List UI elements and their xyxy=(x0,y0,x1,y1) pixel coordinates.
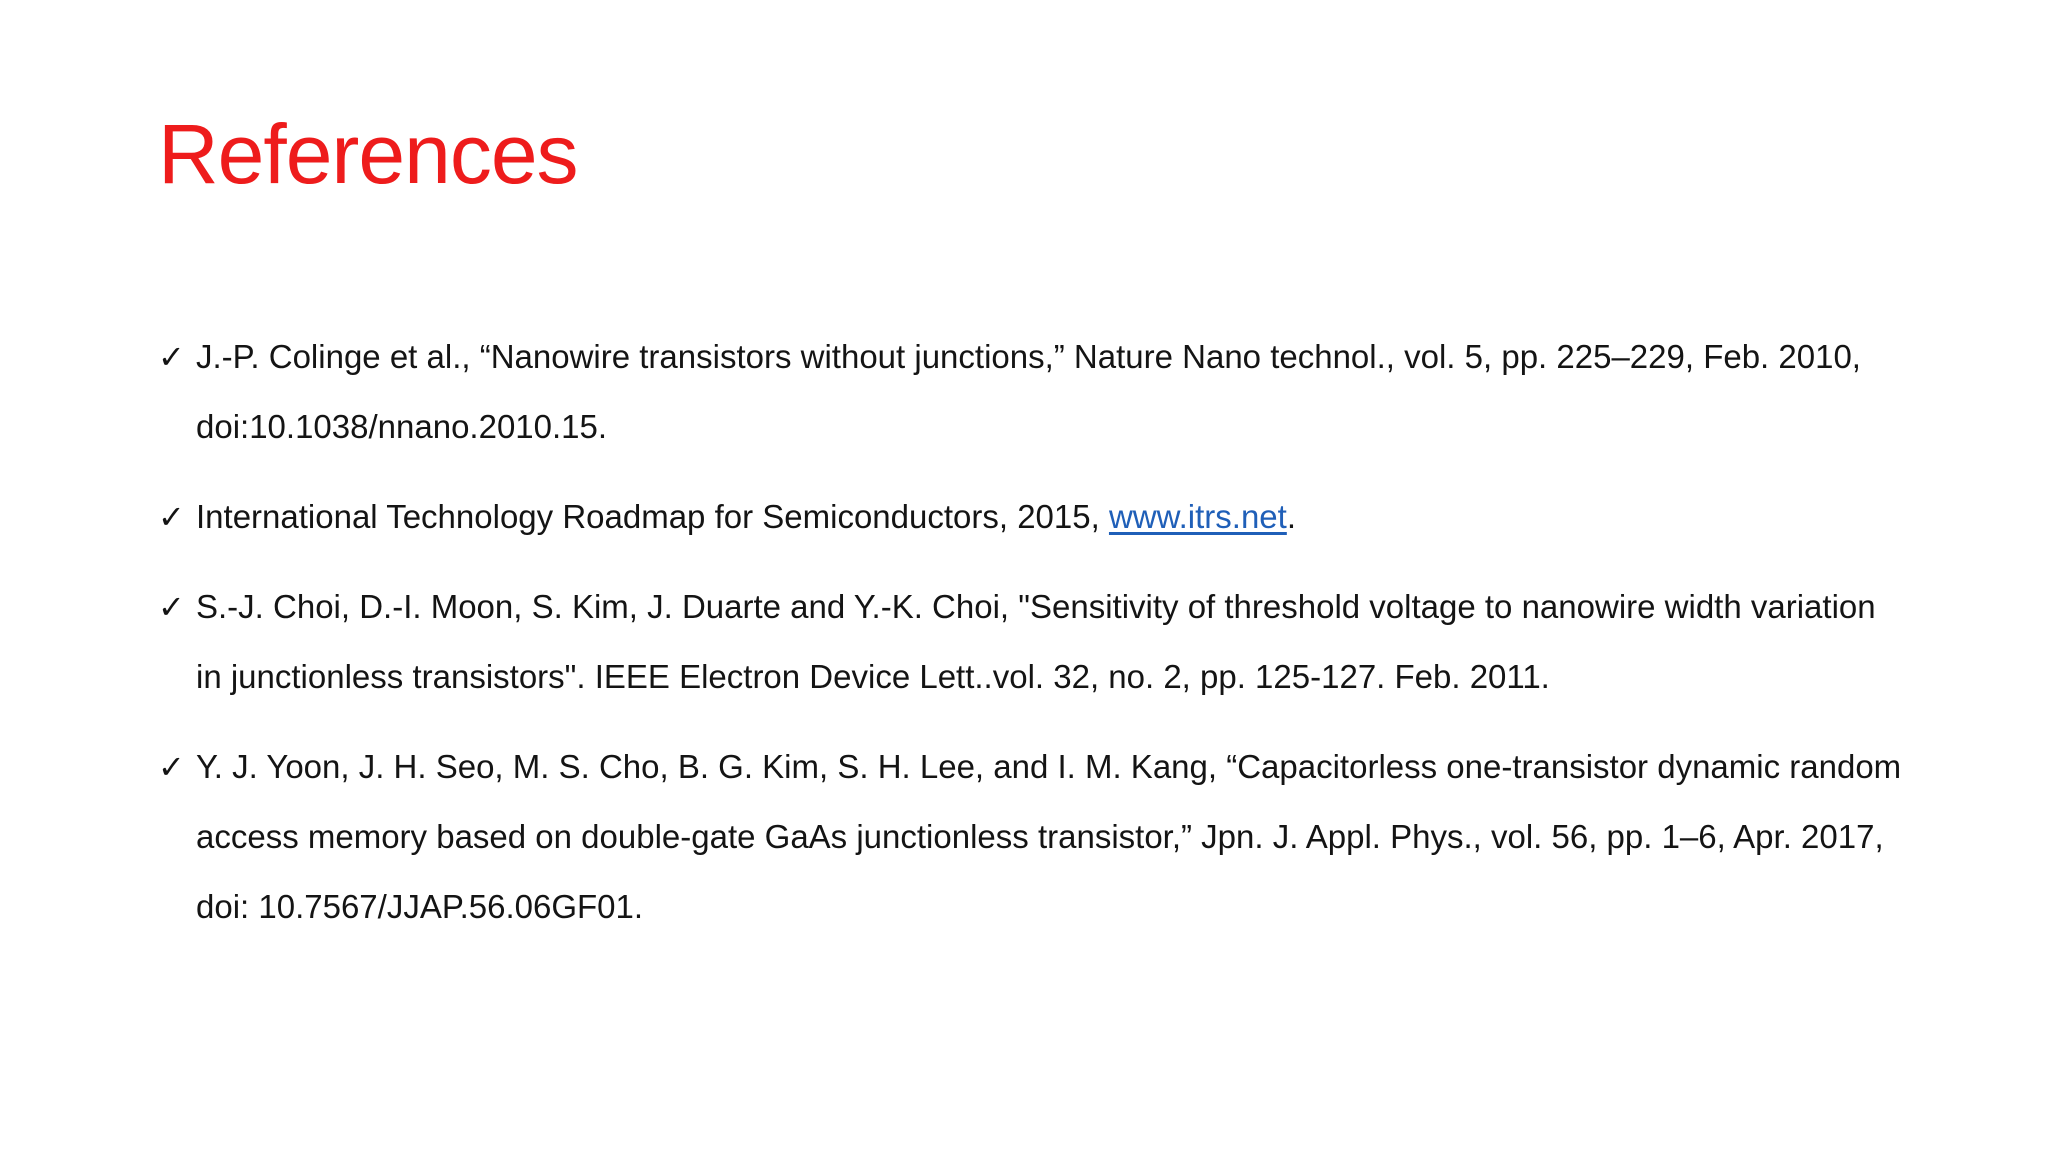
reference-text-suffix: . xyxy=(1286,498,1296,535)
reference-text: J.-P. Colinge et al., “Nanowire transistors without junctions,” Nature Nano technol., vol. 5, pp. 225–229, Feb. 2010, doi:10.1038/nnano.2010.15. xyxy=(196,338,1861,445)
reference-item-1 xyxy=(158,322,1908,462)
reference-text: S.-J. Choi, D.-I. Moon, S. Kim, J. Duarte and Y.-K. Choi, "Sensitivity of threshold voltage to nanowire width variation in junctionless transistors". IEEE Electron Device Lett..vol. 32, no. 2, pp. 125-127. Feb. 2011. xyxy=(196,588,1876,695)
check-mark-icon: ✓ xyxy=(158,748,185,786)
slide-title: References xyxy=(158,107,578,201)
check-mark-icon: ✓ xyxy=(158,498,185,536)
reference-text: International Technology Roadmap for Semiconductors, 2015, xyxy=(196,498,1109,535)
check-mark-icon: ✓ xyxy=(158,338,185,376)
reference-text: Y. J. Yoon, J. H. Seo, M. S. Cho, B. G. Kim, S. H. Lee, and I. M. Kang, “Capacitorless one-transistor dynamic random access memory based on double-gate GaAs junctionless transistor,” Jpn. J. Appl. Phys., vol. 56, pp. 1–6, Apr. 2017, doi: 10.7567/JJAP.56.06GF01. xyxy=(196,748,1902,925)
reference-item-2 xyxy=(158,482,1908,552)
reference-list xyxy=(158,322,1908,962)
reference-item-4 xyxy=(158,732,1908,942)
itrs-link[interactable]: www.itrs.net xyxy=(1108,498,1287,535)
check-mark-icon: ✓ xyxy=(158,588,185,626)
reference-item-3 xyxy=(158,572,1908,712)
